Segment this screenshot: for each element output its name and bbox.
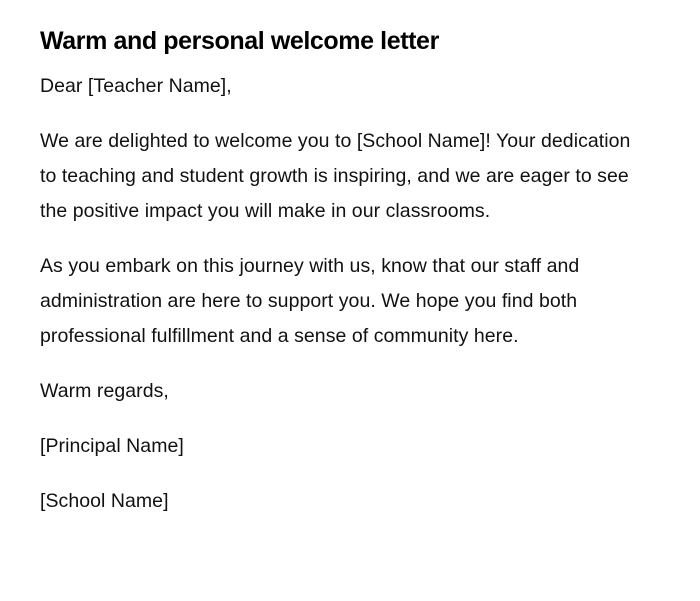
- letter-title: Warm and personal welcome letter: [40, 27, 439, 55]
- body-paragraph-welcome: We are delighted to welcome you to [School Name]! Your dedication to teaching and student growth is inspiring, and we are eager to see the positive impact you will make in our classrooms.: [40, 130, 631, 222]
- signature-name: [Principal Name]: [40, 435, 184, 457]
- signature-school: [School Name]: [40, 490, 169, 512]
- body-paragraph-support: As you embark on this journey with us, know that our staff and administration are here to support you. We hope you find both professional fulfillment and a sense of community here.: [40, 255, 580, 347]
- closing: Warm regards,: [40, 380, 169, 402]
- salutation: Dear [Teacher Name],: [40, 75, 232, 97]
